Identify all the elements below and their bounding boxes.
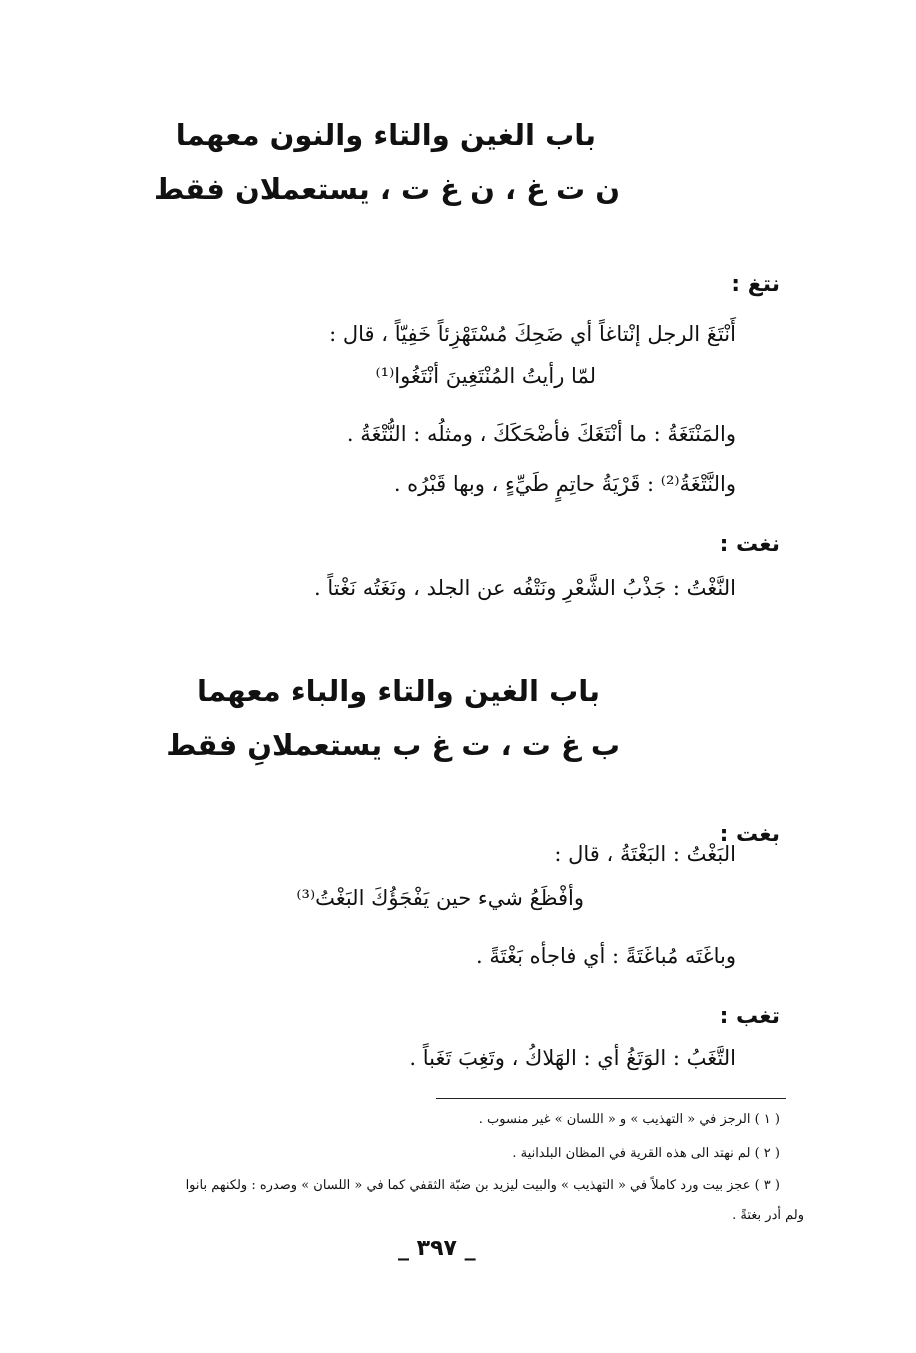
root-heading: بغت : xyxy=(719,822,780,847)
footnote: ( ٢ ) لم نهتد الى هذه القرية في المظان البلدانية . xyxy=(512,1146,780,1161)
footnote-divider xyxy=(436,1098,786,1099)
entry-text: أَنْتَغَ الرجل إنْتاغاً أي ضَحِكَ مُسْتَهْزِئاً خَفِيّاً ، قال : xyxy=(329,322,736,346)
footnote: ( ١ ) الرجز في « التهذيب » و « اللسان » غير منسوب . xyxy=(478,1112,780,1127)
root-heading: تغب : xyxy=(719,1004,780,1029)
root-heading: نغت : xyxy=(719,532,780,557)
verse-line: لمّا رأيتُ المُنْتَغِينَ أنْتَغُوا⁽¹⁾ xyxy=(375,364,596,388)
entry-text: التَّغَبُ : الوَتَغُ أي : الهَلاكُ ، وتَغِبَ تَغَباً . xyxy=(409,1046,736,1070)
chapter-title: باب الغين والتاء والنون معهما xyxy=(175,118,596,152)
footnote-continuation: ولم أدر بغتةً . xyxy=(732,1208,804,1223)
root-heading: نتغ : xyxy=(731,272,780,297)
entry-text: والمَنْتَغَةُ : ما أنْتَغَكَ فأضْحَكَكَ ، ومثلُه : النُّتْغَةُ . xyxy=(346,422,736,446)
page-number: _ ٣٩٧ _ xyxy=(398,1236,476,1261)
footnote: ( ٣ ) عجز بيت ورد كاملاً في « التهذيب » والبيت ليزيد بن ضبّة الثقفي كما في « اللسان » وصدره : ولكنهم بانوا xyxy=(185,1178,780,1193)
verse-line: وأفْظَعُ شيء حين يَفْجَؤُكَ البَغْتُ⁽³⁾ xyxy=(296,886,584,910)
entry-text: البَغْتُ : البَغْتَةُ ، قال : xyxy=(554,842,736,866)
chapter-subtitle: ن ت غ ، ن غ ت ، يستعملان فقط xyxy=(153,172,620,206)
chapter-title: باب الغين والتاء والباء معهما xyxy=(196,674,600,708)
entry-text: وباغَتَه مُباغَتَةً : أي فاجأه بَغْتَةً . xyxy=(476,944,736,968)
entry-text: النَّغْتُ : جَذْبُ الشَّعْرِ ونَتْفُه عن الجلد ، ونَغَتُه نَغْتاً . xyxy=(314,576,736,600)
entry-text: والنَّتْغَةُ⁽²⁾ : قَرْيَةُ حاتِمٍ طَيِّءٍ ، وبها قَبْرُه . xyxy=(393,472,736,496)
chapter-subtitle: ب غ ت ، ت غ ب يستعملانِ فقط xyxy=(166,728,620,762)
